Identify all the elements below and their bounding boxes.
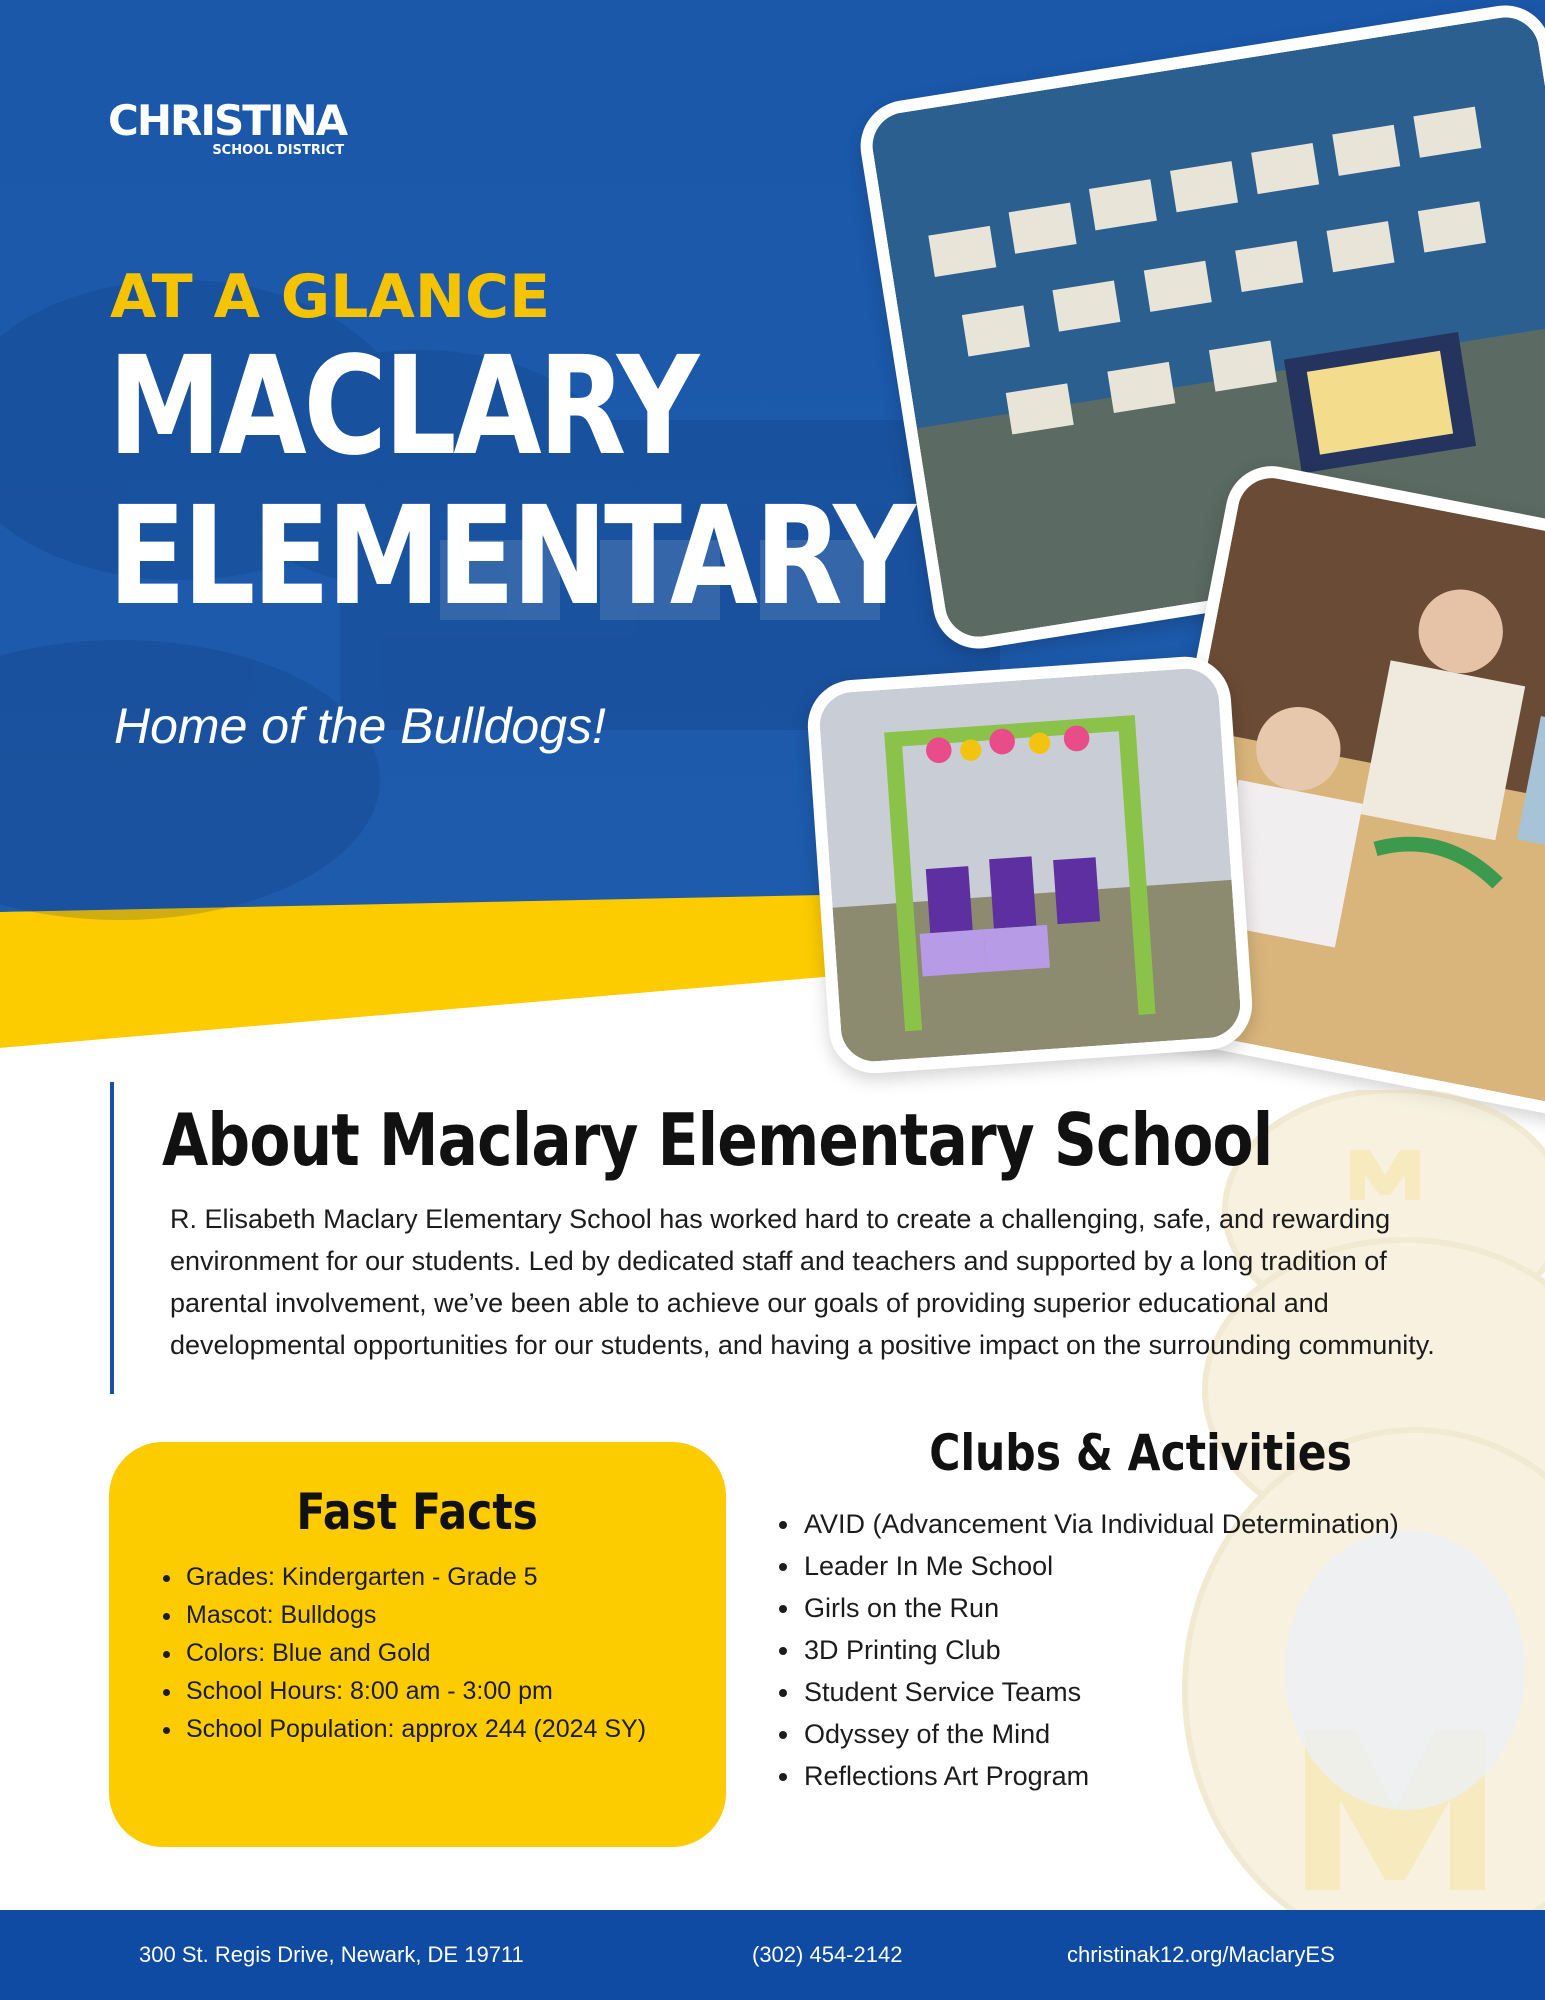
girls-on-the-run-photo — [805, 654, 1255, 1077]
fact-item: • School Population: approx 244 (2024 SY) — [184, 1710, 646, 1748]
logo-name: CHRISTINA — [108, 96, 347, 145]
clubs-list — [762, 1503, 1399, 1797]
footer-bar — [0, 1910, 1545, 2000]
club-item: • Student Service Teams — [802, 1671, 1399, 1713]
about-text: R. Elisabeth Maclary Elementary School has worked hard to create a challenging, safe, and rewarding environment for our students. Led by dedicated staff and teachers and supported by a long tradition of parental involvement, we’ve been able to achieve our goals of providing superior educational and developmental opportunities for our students, and having a positive impact on the surrounding community. — [170, 1204, 1435, 1360]
school-title — [108, 328, 913, 636]
title-line-2: ELEMENTARY — [108, 478, 913, 636]
about-accent-bar — [110, 1082, 114, 1394]
fact-item: • Grades: Kindergarten - Grade 5 — [184, 1558, 646, 1596]
club-item: • Leader In Me School — [802, 1545, 1399, 1587]
fast-facts-list — [144, 1558, 646, 1748]
footer-website: christinak12.org/MaclaryES — [1067, 1942, 1335, 1967]
footer-phone: (302) 454-2142 — [752, 1942, 903, 1967]
club-item: • Girls on the Run — [802, 1587, 1399, 1629]
club-item: • Reflections Art Program — [802, 1755, 1399, 1797]
club-item: • Odyssey of the Mind — [802, 1713, 1399, 1755]
fast-facts-title: Fast Facts — [296, 1483, 539, 1541]
club-item: • 3D Printing Club — [802, 1629, 1399, 1671]
tagline: Home of the Bulldogs! — [114, 698, 606, 754]
club-item: • AVID (Advancement Via Individual Determination) — [802, 1503, 1399, 1545]
fact-item: • Colors: Blue and Gold — [184, 1634, 646, 1672]
fast-facts-card — [109, 1442, 726, 1847]
about-title: About Maclary Elementary School — [162, 1098, 1273, 1182]
title-line-1: MACLARY — [108, 328, 697, 486]
kicker-heading: AT A GLANCE — [110, 262, 551, 332]
footer-address: 300 St. Regis Drive, Newark, DE 19711 — [139, 1942, 524, 1967]
district-logo — [108, 96, 347, 158]
fact-item: • School Hours: 8:00 am - 3:00 pm — [184, 1672, 646, 1710]
logo-subtitle: SCHOOL DISTRICT — [212, 143, 345, 158]
clubs-title: Clubs & Activities — [929, 1424, 1353, 1482]
fact-item: • Mascot: Bulldogs — [184, 1596, 646, 1634]
